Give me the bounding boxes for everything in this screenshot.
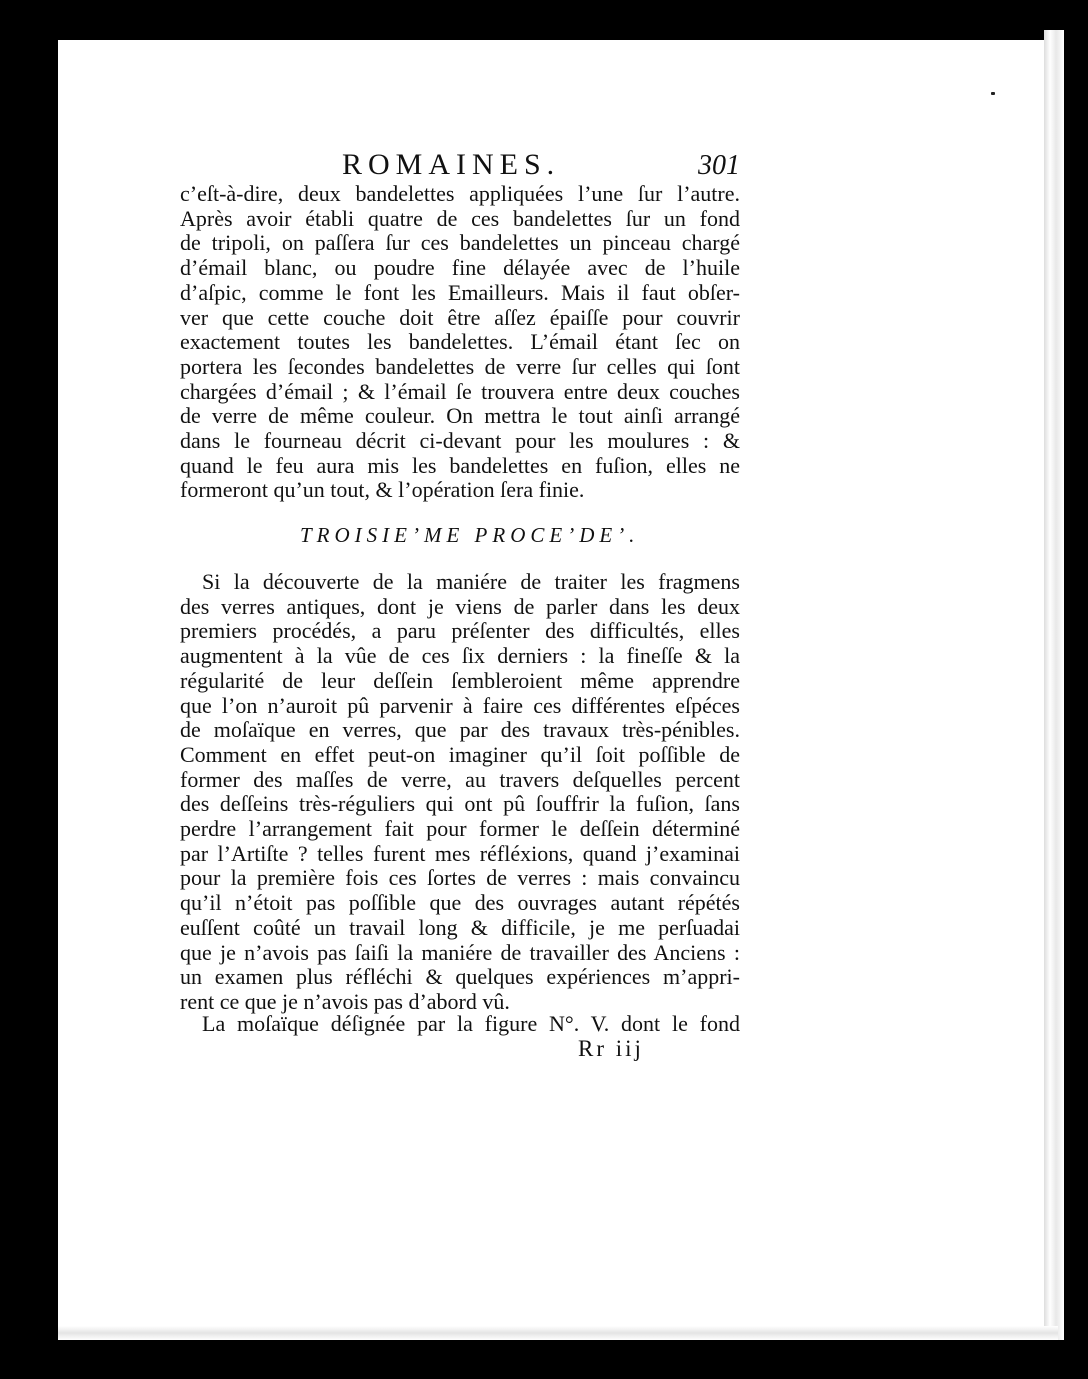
text-line: perdre l’arrangement fait pour former le deſſein déterminé: [180, 816, 740, 842]
text-line: chargées d’émail ; & l’émail ſe trouvera entre deux couches: [180, 378, 740, 404]
text-line: des deſſeins très-réguliers qui ont pû ſouffrir la fuſion, ſans: [180, 791, 740, 817]
text-line: d’émail blanc, ou poudre fine délayée avec de l’huile: [180, 255, 740, 281]
text-line: formeront qu’un tout, & l’opération ſera finie.: [180, 477, 585, 503]
text-line: Après avoir établi quatre de ces bandelettes ſur un fond: [180, 205, 740, 231]
page-header: [180, 148, 740, 184]
text-line: d’aſpic, comme le font les Emailleurs. Mais il faut obſer-: [180, 279, 740, 305]
paragraph-next: [180, 1012, 740, 1037]
text-line: un examen plus réfléchi & quelques expériences m’appri-: [180, 964, 740, 990]
text-line: quand le feu aura mis les bandelettes en fuſion, elles ne: [180, 452, 740, 478]
text-line: dans le fourneau décrit ci-devant pour les moulures : &: [180, 428, 740, 454]
page-number: 301: [698, 150, 740, 181]
paragraph-main: [180, 570, 740, 1015]
text-line: premiers procédés, a paru préſenter des difficultés, elles: [180, 618, 740, 644]
paragraph-continued: [180, 182, 740, 503]
text-line: augmentent à la vûe de ces ſix derniers : la fineſſe & la: [180, 643, 740, 669]
text-line: de tripoli, on paſſera ſur ces bandelettes un pinceau chargé: [180, 230, 740, 256]
text-line: de verre de même couleur. On mettra le tout ainſi arrangé: [180, 403, 740, 429]
signature-mark: Rr iij: [578, 1036, 644, 1061]
text-line: La moſaïque déſignée par la figure N°. V. dont le fond: [202, 1011, 740, 1036]
text-line: ver que cette couche doit être aſſez épaiſſe pour couvrir: [180, 304, 740, 330]
section-title: TROISIE’ME PROCE’DE’.: [300, 523, 640, 547]
running-head: ROMAINES.: [342, 148, 561, 181]
text-line: que l’on n’auroit pû parvenir à faire ces différentes eſpéces: [180, 692, 740, 718]
text-line: pour la première fois ces ſortes de verres : mais convaincu: [180, 865, 740, 891]
text-line: portera les ſecondes bandelettes de verre ſur celles qui ſont: [180, 353, 740, 379]
text-line: Comment en effet peut-on imaginer qu’il ſoit poſſible de: [180, 741, 740, 767]
text-line: Si la découverte de la maniére de traiter les fragmens: [202, 569, 740, 594]
text-line: de moſaïque en verres, que par des travaux très-pénibles.: [180, 717, 740, 743]
text-line: c’eſt-à-dire, deux bandelettes appliquées l’une ſur l’autre.: [180, 181, 740, 206]
text-line: régularité de leur deſſein ſembleroient même apprendre: [180, 667, 740, 693]
text-line: rent ce que je n’avois pas d’abord vû.: [180, 988, 510, 1014]
page-edge-right: [1044, 30, 1064, 1340]
text-line: des verres antiques, dont je viens de parler dans les deux: [180, 593, 740, 619]
ink-speck: [991, 92, 995, 95]
text-line: euſſent coûté un travail long & difficile, je me perſuadai: [180, 914, 740, 940]
text-line: former des maſſes de verre, au travers deſquelles percent: [180, 766, 740, 792]
text-line: exactement toutes les bandelettes. L’émail étant ſec on: [180, 329, 740, 355]
text-line: par l’Artiſte ? telles furent mes réfléxions, quand j’examinai: [180, 840, 740, 866]
page-edge-bottom: [58, 1326, 1058, 1340]
text-line: qu’il n’étoit pas poſſible que des ouvrages autant répétés: [180, 890, 740, 916]
text-line: que je n’avois pas ſaiſi la maniére de travailler des Anciens :: [180, 939, 740, 965]
